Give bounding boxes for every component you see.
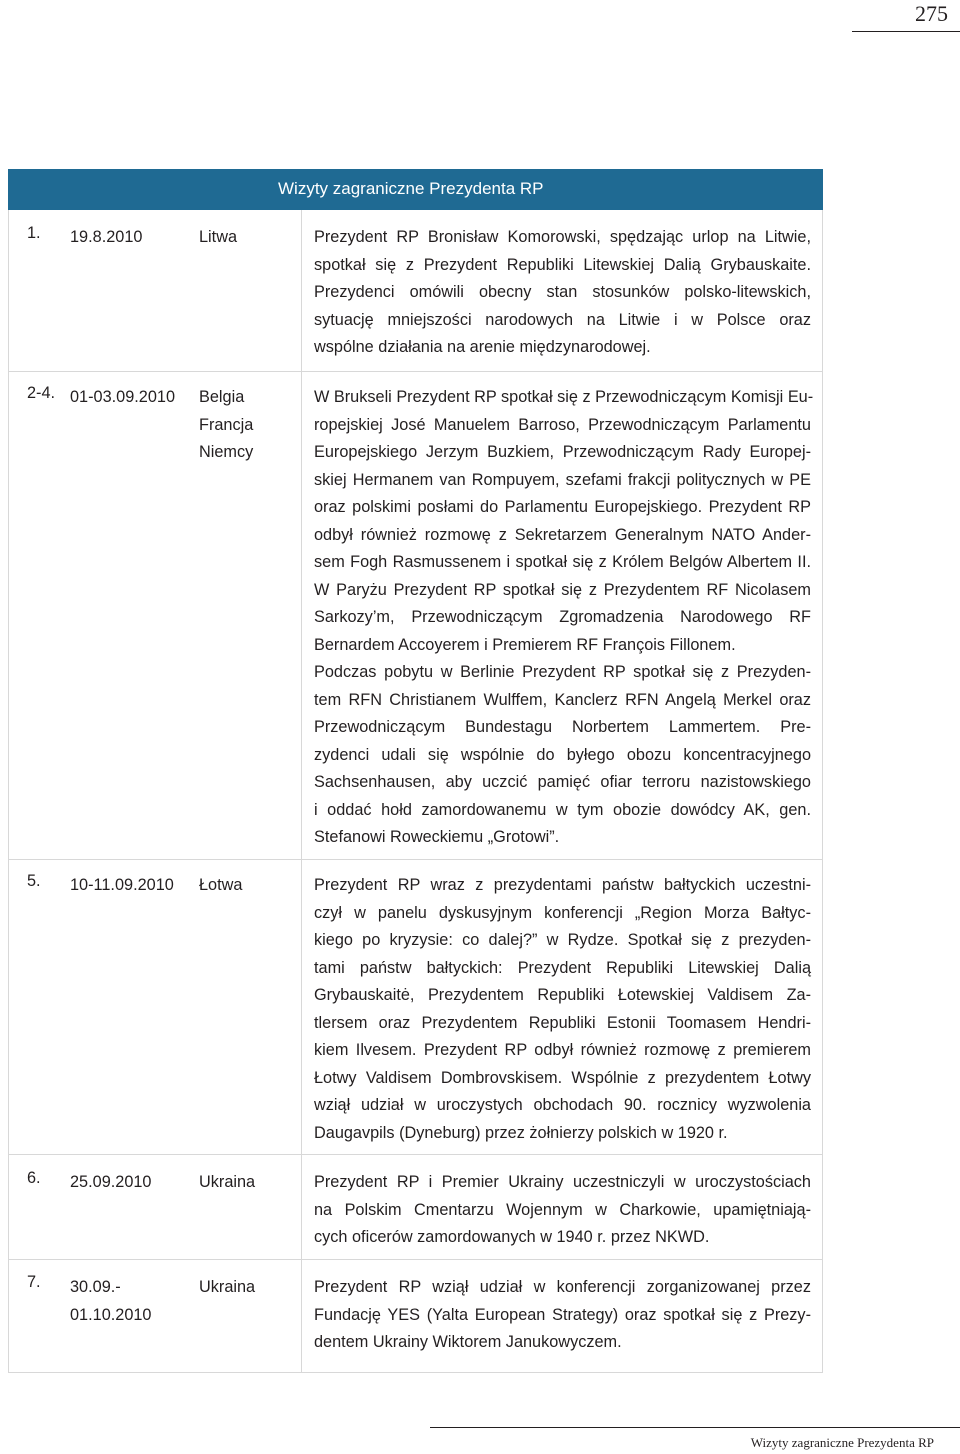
page-number: 275	[915, 1, 948, 26]
description-line: dentem Ukrainy Wiktorem Janukowyczem.	[314, 1333, 622, 1351]
description-line: wspólne działania na arenie międzynarodowej.	[314, 338, 651, 356]
description-line: Podczas pobytu w Berlinie Prezydent RP spotkał się z Prezyden-	[314, 663, 811, 681]
row-divider	[8, 1154, 823, 1155]
visit-description	[314, 224, 811, 362]
description-line: Łotwy Valdisem Dombrovskisem. Wspólnie z prezydentem Łotwy	[314, 1068, 811, 1087]
row-number: 6.	[27, 1169, 41, 1187]
row-number: 7.	[27, 1273, 41, 1291]
description-line: Sachsenhausen, aby uczcić pamięć ofiar terroru nazistowskiego	[314, 773, 811, 791]
description-line: Bernardem Accoyerem i Premierem RF François Fillonem.	[314, 635, 736, 654]
visit-country: Litwa	[199, 228, 238, 246]
visits-table	[8, 169, 823, 1373]
description-line: na Polskim Cmentarzu Wojennym w Charkowie, upamiętniają-	[314, 1200, 811, 1219]
country-name: Belgia	[199, 388, 245, 406]
row-number: 1.	[27, 224, 41, 242]
visit-description	[314, 1169, 811, 1252]
description-line: czył w panelu dyskusyjnym konferencji „Region Morza Bałtyc-	[314, 903, 811, 922]
row-divider	[8, 371, 823, 372]
row-number: 2-4.	[27, 384, 56, 402]
description-line: Grybauskaitė, Prezydentem Republiki Łotewskiej Valdisem Za-	[314, 986, 811, 1004]
description-line: Sarkozy’m, Przewodniczącym Zgromadzenia Narodowego RF	[314, 608, 811, 626]
visit-date: 10-11.09.2010	[70, 876, 174, 894]
visit-date: 25.09.2010	[70, 1173, 152, 1191]
visit-date: 01-03.09.2010	[70, 388, 176, 406]
row-divider	[8, 1259, 823, 1260]
description-line: oraz polskimi posłami do Parlamentu Europejskiego. Prezydent RP	[314, 498, 811, 516]
description-line: tem RFN Christianem Wulffem, Kanclerz RFN Angelą Merkel oraz	[314, 690, 811, 709]
description-line: W Paryżu Prezydent RP spotkał się z Prezydentem RF Nicolasem	[314, 580, 811, 599]
date-line: 30.09.-	[70, 1278, 121, 1296]
description-line: sytuację mniejszości narodowych na Litwie i w Polsce oraz	[314, 310, 811, 329]
table-title: Wizyty zagraniczne Prezydenta RP	[278, 179, 544, 198]
description-line: ropejskiej José Manuelem Barroso, Przewodniczącym Parlamentu	[314, 415, 811, 434]
description-line: Przewodniczącym Bundestagu Norbertem Lammertem. Pre-	[314, 718, 811, 736]
description-line: W Brukseli Prezydent RP spotkał się z Przewodniczącym Komisji Eu-	[314, 388, 814, 406]
description-line: wziął udział w uroczystych obchodach 90. rocznicy wyzwolenia	[314, 1096, 811, 1114]
country-name: Niemcy	[199, 443, 254, 461]
description-line: tlersem oraz Prezydentem Republiki Estonii Toomasem Hendri-	[314, 1013, 811, 1032]
column-divider	[301, 210, 302, 1372]
date-line: 01.10.2010	[70, 1305, 152, 1324]
description-line: Prezydent RP wziął udział w konferencji zorganizowanej przez	[314, 1278, 811, 1296]
description-line: sem Fogh Rasmussenem i spotkał się z Królem Belgów Albertem II.	[314, 553, 811, 571]
visit-description	[314, 872, 811, 1147]
description-line: Prezydent RP i Premier Ukrainy uczestniczyli w uroczystościach	[314, 1173, 811, 1191]
description-line: cych oficerów zamordowanych w 1940 r. przez NKWD.	[314, 1228, 710, 1246]
visit-description	[314, 384, 814, 852]
visit-country: Ukraina	[199, 1173, 256, 1191]
description-line: Fundację YES (Yalta European Strategy) oraz spotkał się z Prezy-	[314, 1305, 811, 1324]
description-line: Europejskiego Jerzym Buzkiem, Przewodniczącym Rady Europej-	[314, 443, 811, 461]
row-divider	[8, 859, 823, 860]
description-line: zydenci udali się wspólnie do byłego obozu koncentracyjnego	[314, 745, 811, 764]
country-name: Francja	[199, 415, 254, 434]
description-line: i oddać hołd zamordowanemu w tym obozie dowódcy AK, gen.	[314, 800, 811, 819]
description-line: Daugavpils (Dyneburg) przez żołnierzy polskich w 1920 r.	[314, 1123, 728, 1142]
description-line: kiego po kryzysie: co dalej?” w Rydze. Spotkał się z prezyden-	[314, 931, 811, 949]
description-line: odbył również rozmowę z Sekretarzem Generalnym NATO Ander-	[314, 525, 811, 544]
description-line: kiem Ilvesem. Prezydent RP odbył również rozmowę z premierem	[314, 1041, 811, 1059]
footer-rule	[430, 1427, 960, 1428]
description-line: Prezydent RP Bronisław Komorowski, spędzając urlop na Litwie,	[314, 228, 811, 246]
description-line: Prezydenci omówili obecny stan stosunków polsko-litewskich,	[314, 283, 811, 301]
visit-country: Ukraina	[199, 1278, 256, 1296]
description-line: Stefanowi Roweckiemu „Grotowi”.	[314, 828, 560, 846]
description-line: spotkał się z Prezydent Republiki Litewskiej Dalią Grybauskaite.	[314, 255, 811, 274]
visit-country	[199, 384, 253, 467]
page-number-rule	[852, 31, 960, 32]
visit-country: Łotwa	[199, 876, 243, 894]
running-footer: Wizyty zagraniczne Prezydenta RP	[750, 1435, 934, 1450]
description-line: skiej Hermanem van Rompuyem, szefami frakcji politycznych w PE	[314, 470, 811, 489]
table-header	[8, 169, 823, 210]
visit-date: 19.8.2010	[70, 228, 143, 246]
row-number: 5.	[27, 872, 41, 890]
visit-description	[314, 1274, 811, 1357]
description-line: Prezydent RP wraz z prezydentami państw bałtyckich uczestni-	[314, 876, 811, 894]
visit-date	[70, 1274, 152, 1329]
description-line: tami państw bałtyckich: Prezydent Republiki Litewskiej Dalią	[314, 958, 811, 977]
